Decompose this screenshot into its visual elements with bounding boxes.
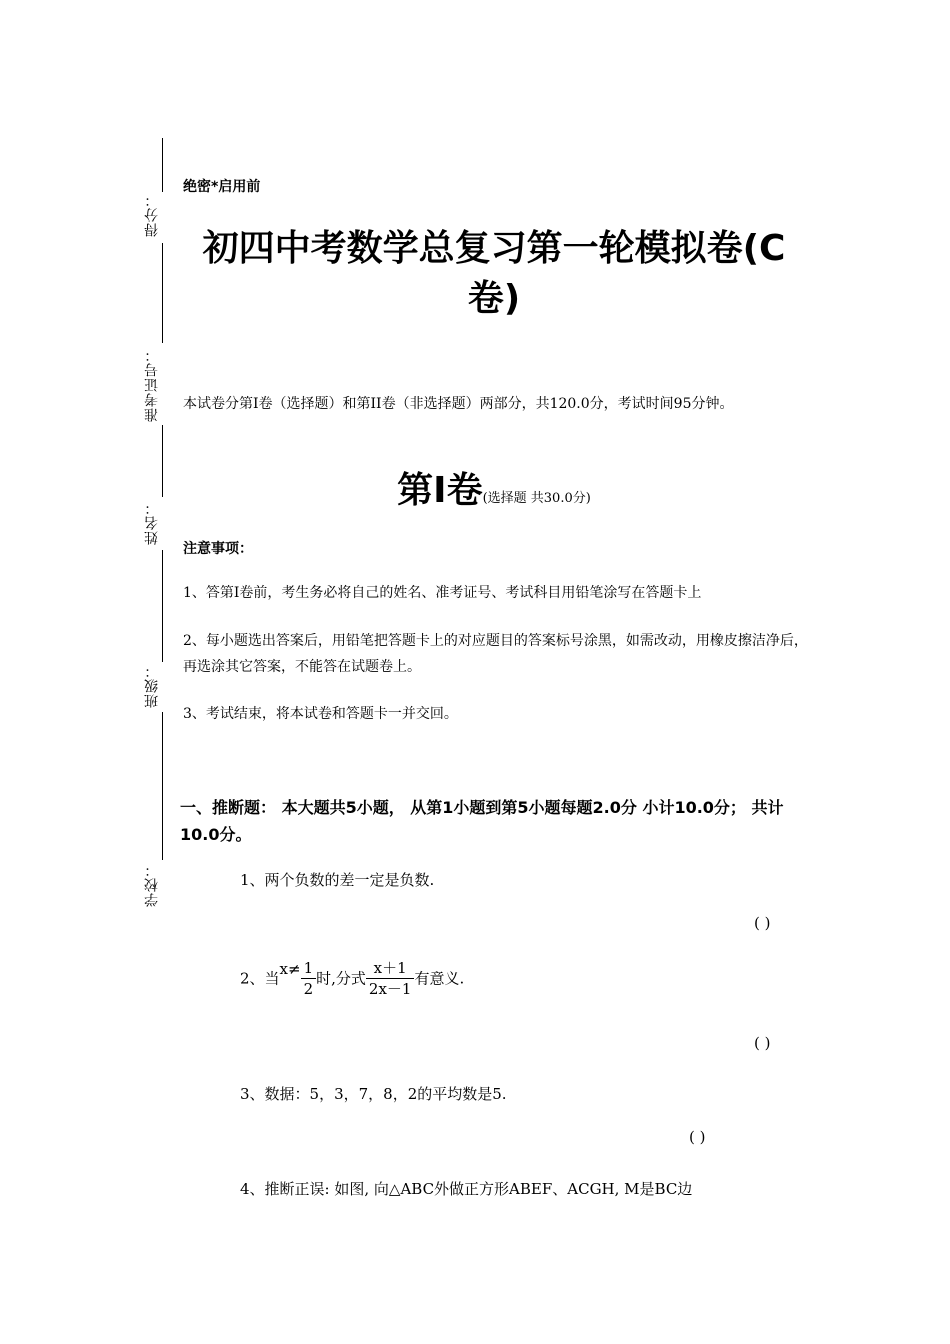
- school-label: 学校：: [144, 862, 160, 907]
- score-label: 得分：: [144, 192, 160, 237]
- fraction-one-half: [301, 958, 317, 999]
- fraction-denominator: 2x－1: [366, 978, 415, 999]
- class-label: 班级：: [144, 663, 160, 708]
- fraction-numerator: 1: [303, 959, 314, 977]
- fraction-numerator: x＋1: [373, 959, 407, 977]
- name-label: 姓名：: [144, 500, 160, 545]
- notice-item-1: 1、答第Ⅰ卷前，考生务必将自己的姓名、准考证号、考试科目用铅笔涂写在答题卡上: [183, 585, 702, 601]
- question-2: [240, 958, 464, 999]
- exam-id-label: 准考证号：: [144, 347, 160, 422]
- volume-heading: [180, 462, 808, 513]
- binding-line: [162, 712, 163, 860]
- question-1: 1、两个负数的差一定是负数.: [240, 871, 435, 889]
- exam-intro: 本试卷分第Ⅰ卷（选择题）和第II卷（非选择题）两部分，共120.0分，考试时间95分钟。: [183, 396, 734, 412]
- question-2-suffix: 有意义.: [414, 969, 465, 988]
- answer-blank-2[interactable]: ( ): [754, 1034, 771, 1052]
- exam-title: 初四中考数学总复习第一轮模拟卷(C卷): [202, 228, 786, 319]
- binding-line: [162, 425, 163, 497]
- confidential-mark: 绝密*启用前: [183, 179, 261, 195]
- binding-line: [162, 243, 163, 343]
- question-3: 3、数据：5，3，7，8，2的平均数是5.: [240, 1085, 507, 1103]
- answer-blank-3[interactable]: ( ): [689, 1128, 706, 1146]
- question-2-condition: x≠: [279, 959, 301, 978]
- question-2-prefix: 2、当: [240, 969, 280, 988]
- binding-line: [162, 550, 163, 662]
- volume-title: 第Ⅰ卷: [397, 470, 483, 511]
- question-2-middle: 时,分式: [316, 969, 366, 988]
- fraction-expression: [366, 958, 415, 999]
- notice-title: 注意事项：: [183, 541, 253, 557]
- section-heading: 一、推断题： 本大题共5小题， 从第1小题到第5小题每题2.0分 小计10.0分； 共计10.0分。: [180, 798, 784, 844]
- notice-item-3: 3、考试结束，将本试卷和答题卡一并交回。: [183, 706, 458, 722]
- answer-blank-1[interactable]: ( ): [754, 914, 771, 932]
- fraction-denominator: 2: [301, 978, 317, 999]
- question-4: 4、推断正误: 如图, 向△ABC外做正方形ABEF、ACGH, M是BC边: [240, 1180, 693, 1198]
- binding-line: [162, 138, 163, 192]
- notice-item-2: 2、每小题选出答案后，用铅笔把答题卡上的对应题目的答案标号涂黑，如需改动，用橡皮擦洁净后，再选涂其它答案，不能答在试题卷上。: [183, 633, 808, 675]
- volume-note: (选择题 共30.0分): [482, 491, 591, 506]
